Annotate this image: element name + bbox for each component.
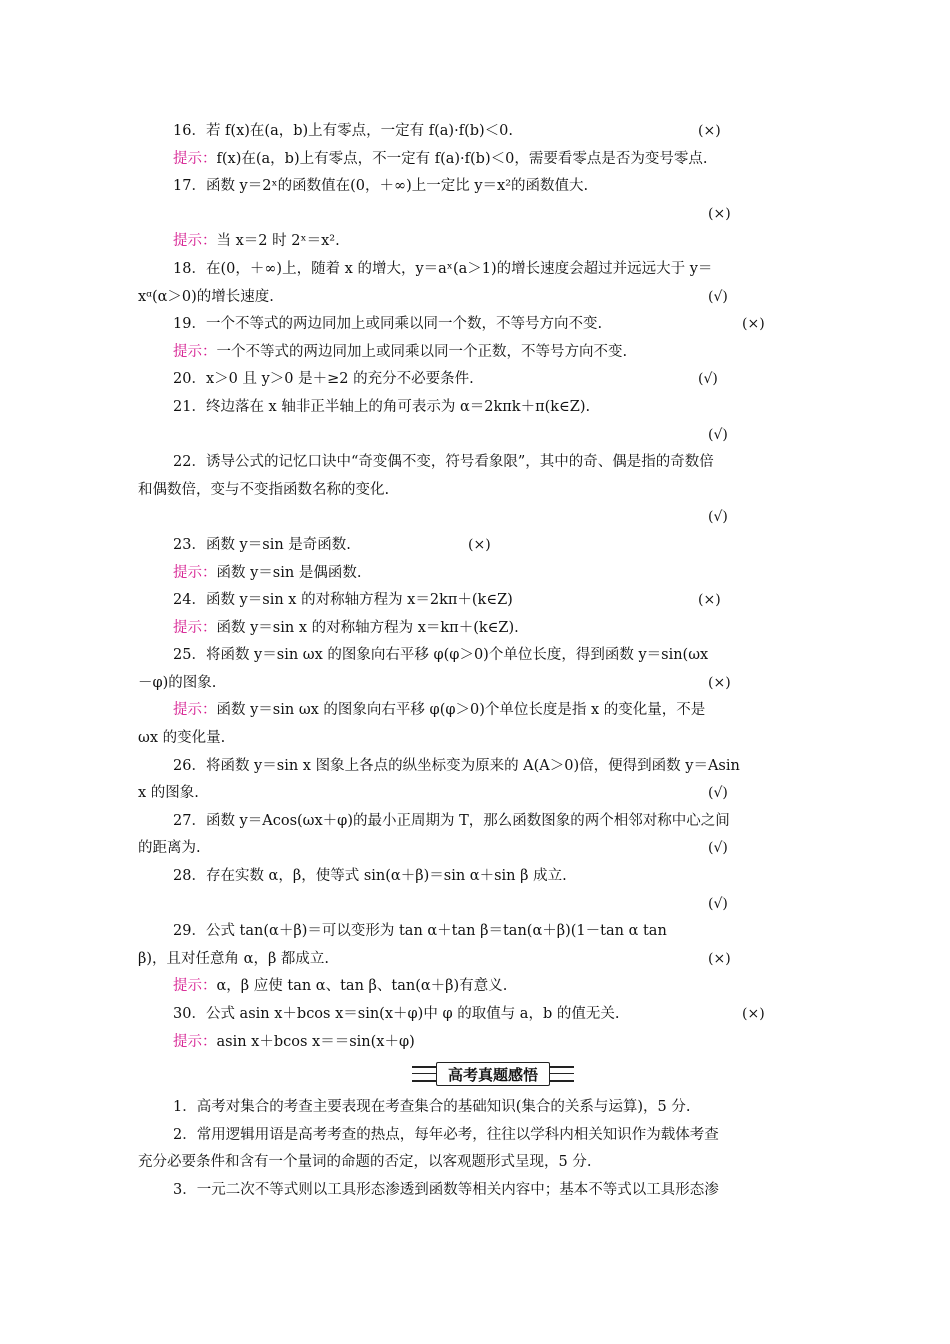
text-line [138,118,814,146]
hint-label: 提示： [173,564,217,581]
line-text: 1．高考对集合的考查主要表现在考查集合的基础知识(集合的关系与运算)，5 分. [173,1099,691,1116]
line-text: 21．终边落在 x 轴非正半轴上的角可表示为 α＝2kπk＋π(k∈Z). [173,398,591,415]
line-text: 25．将函数 y＝sin ωx 的图象向右平移 φ(φ＞0)个单位长度，得到函数 y＝sin(ωx [173,647,709,664]
text-line [138,477,814,505]
section-heading [138,1058,814,1092]
text-line [138,863,814,891]
line-text: 的距离为. [138,840,201,857]
section-banner [412,1062,574,1086]
text-line [138,1177,814,1205]
line-text: 29．公式 tan(α＋β)＝可以变形为 tan α＋tan β＝tan(α＋β)(1－tan α tan [173,923,667,940]
hint-line [138,973,814,1001]
text-line [138,284,814,312]
text-line [138,642,814,670]
text-line [138,366,814,394]
line-text: β)，且对任意角 α，β 都成立. [138,950,330,967]
exam-insight-list [138,1094,814,1204]
true-false-list [138,118,814,1056]
hint-line [138,146,814,174]
line-text: 26．将函数 y＝sin x 图象上各点的纵坐标变为原来的 A(A＞0)倍，便得到函数 y＝Asin [173,757,740,774]
text-line [138,504,814,532]
text-line [138,532,814,560]
answer-mark: (√) [708,288,728,305]
line-text: f(x)在(a，b)上有零点，不一定有 f(a)·f(b)＜0，需要看零点是否为变号零点. [216,150,708,167]
hint-label: 提示： [173,233,217,250]
text-line [138,449,814,477]
answer-mark: (×) [742,1006,765,1022]
answer-mark: (×) [708,674,731,691]
section-title: 高考真题感悟 [436,1062,550,1086]
line-text: 函数 y＝sin x 的对称轴方程为 x＝kπ＋(k∈Z). [216,619,519,636]
answer-mark: (×) [698,123,721,139]
line-text: 16．若 f(x)在(a，b)上有零点，一定有 f(a)·f(b)＜0. [173,123,513,139]
hint-label: 提示： [173,1033,217,1050]
answer-mark: (×) [742,316,765,333]
line-text: α，β 应使 tan α、tan β、tan(α＋β)有意义. [216,978,508,995]
hint-label: 提示： [173,150,217,167]
text-line [138,918,814,946]
hint-label: 提示： [173,343,217,360]
text-line [138,201,814,229]
line-text: 充分必要条件和含有一个量词的命题的否定，以客观题形式呈现，5 分. [138,1154,592,1171]
document-page [138,118,814,1205]
line-text: xᵅ(α＞0)的增长速度. [138,288,274,305]
text-line [138,835,814,863]
hint-line [138,1029,814,1057]
text-line [138,1001,814,1029]
hint-line [138,697,814,725]
text-line [138,256,814,284]
line-text: asin x＋bcos x＝＝sin(x＋φ) [216,1033,415,1050]
line-text: 当 x＝2 时 2ˣ＝x². [216,233,340,250]
text-line [138,173,814,201]
answer-mark: (√) [698,371,718,388]
line-text: 27．函数 y＝Acos(ωx＋φ)的最小正周期为 T，那么函数图象的两个相邻对称中心之间 [173,812,730,829]
line-text: 20．x＞0 且 y＞0 是＋≥2 的充分不必要条件. [173,371,474,388]
line-text: 和偶数倍，变与不变指函数名称的变化. [138,481,390,498]
line-text: 一个不等式的两边同加上或同乘以同一个正数，不等号方向不变. [216,343,628,360]
line-text: 3．一元二次不等式则以工具形态渗透到函数等相关内容中；基本不等式以工具形态渗 [173,1181,719,1198]
answer-mark: (×) [698,592,721,609]
line-text: 函数 y＝sin ωx 的图象向右平移 φ(φ＞0)个单位长度是指 x 的变化量，不是 [216,702,706,719]
answer-mark: (×) [708,205,731,222]
line-text: 函数 y＝sin 是偶函数. [216,564,362,581]
line-text: 28．存在实数 α，β，使等式 sin(α＋β)＝sin α＋sin β 成立. [173,868,567,885]
text-line [138,891,814,919]
line-text: ωx 的变化量. [138,730,226,747]
text-line [138,587,814,615]
text-line [138,1149,814,1177]
text-line [138,311,814,339]
text-line [138,1122,814,1150]
line-text: 30．公式 asin x＋bcos x＝sin(x＋φ)中 φ 的取值与 a，b 的值无关. [173,1006,620,1022]
text-line [138,725,814,753]
line-text: 22．诱导公式的记忆口诀中“奇变偶不变，符号看象限”，其中的奇、偶是指的奇数倍 [173,454,714,471]
text-line [138,808,814,836]
hint-line [138,339,814,367]
line-text: 19．一个不等式的两边同加上或同乘以同一个数，不等号方向不变. [173,316,603,333]
line-text: －φ)的图象. [138,674,217,691]
line-text: 23．函数 y＝sin 是奇函数. [173,536,351,553]
text-line [138,670,814,698]
answer-mark: (×) [468,536,491,553]
line-text: 18．在(0，＋∞)上，随着 x 的增大，y＝aˣ(a＞1)的增长速度会超过并远远大于 y＝ [173,260,713,277]
hint-label: 提示： [173,702,217,719]
answer-mark: (√) [708,895,728,912]
line-text: 17．函数 y＝2ˣ的函数值在(0，＋∞)上一定比 y＝x²的函数值大. [173,178,589,195]
text-line [138,780,814,808]
answer-mark: (√) [708,426,728,443]
text-line [138,753,814,781]
answer-mark: (√) [708,509,728,526]
text-line [138,1094,814,1122]
answer-mark: (√) [708,840,728,857]
text-line [138,422,814,450]
banner-left-ornament [412,1066,436,1082]
hint-line [138,228,814,256]
text-line [138,946,814,974]
text-line [138,394,814,422]
line-text: x 的图象. [138,785,199,802]
hint-label: 提示： [173,619,217,636]
hint-label: 提示： [173,978,217,995]
line-text: 2．常用逻辑用语是高考考查的热点，每年必考，往往以学科内相关知识作为载体考查 [173,1126,719,1143]
hint-line [138,615,814,643]
line-text: 24．函数 y＝sin x 的对称轴方程为 x＝2kπ＋(k∈Z) [173,592,513,609]
answer-mark: (×) [708,950,731,967]
answer-mark: (√) [708,785,728,802]
hint-line [138,560,814,588]
banner-right-ornament [550,1066,574,1082]
